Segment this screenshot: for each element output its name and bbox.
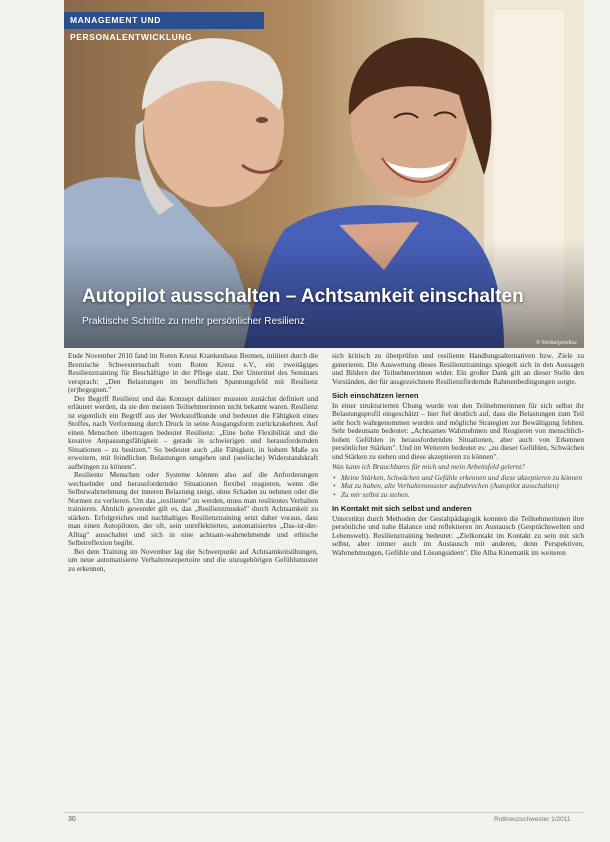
- footer-divider: [64, 812, 584, 813]
- article-subline: Praktische Schritte zu mehr persönlicher Resilienz: [82, 316, 305, 327]
- bullet-item: • Meine Stärken, Schwächen und Gefühle erkennen und diese akzeptieren zu können: [332, 474, 584, 483]
- right-column: [332, 352, 584, 557]
- bullet-item: • Mut zu haben, alte Verhaltensmuster aufzubrechen (Autopilot ausschalten): [332, 482, 584, 491]
- page-number: 30: [68, 816, 76, 823]
- left-column: [68, 352, 318, 573]
- paragraph: sich kritisch zu überprüfen und resiliente Handlungsalternativen bzw. Ziele zu generieren. Die Auswertung dieses Resilienztrainings spiegelt sich in den Aussagen und Bildern der Teilnehmerinnen wider. Ein großer Dank gilt an dieser Stelle den Vorständen, der für ausgezeichnete Resilienzfördernde Rahmenbedingungen sorgte.: [332, 351, 584, 386]
- photo-credit: © fotolia/goodluz: [536, 340, 578, 346]
- paragraph: In einer strukturierten Übung wurde von den Teilnehmerinnen für sich selbst ihr Belastungsprofil eingeschätzt – hier fiel deutlich auf, dass die Belastungen zum Teil sehr hoch wahrgenommen wurden und mögliche Strategien zur Bewältigung fehlten. Sehr bedeutsam bedeutet: „Achtsames Wahrnehmen und Reagieren von menschlich-hohen Gefühlen in herausfordernden Situationen, aber auch von Erkennen persönlicher Stärken". Und im Weiteren bedeutet es: „zu dieser Gefühlen, Schwächen und Stärken zu stehen und diese akzeptieren zu können".: [332, 400, 584, 461]
- subheading: In Kontakt mit sich selbst und anderen: [332, 504, 472, 513]
- paragraph: Bei dem Training im November lag der Schwerpunkt auf Achtsamkeitsübungen, um neue automatisierte Verhaltensrepertoire und die unzugehörigen Gefühlsmuster zu erkennen,: [68, 546, 318, 573]
- article-headline: Autopilot ausschalten – Achtsamkeit einschalten: [82, 286, 524, 307]
- paragraph: Unterstützt durch Methoden der Gestaltpädagogik konnten die Teilnehmerinnen ihre persönliche und nahe Balance und reflektieren im Austausch (Gesprächswelten und Lebenswelt). Resilienztraining bedeutet: „Zielkontakt im Kontakt zu sein mit sich selbst, aber immer auch im Austausch mit anderen, denn Perspektiven, Wahrnehmungen, Gefühle und Lösungsideen". Die Alba Kinematik im weiteren: [332, 513, 584, 557]
- paragraph: Resiliente Menschen oder Systeme können also auf die Anforderungen wechselnder und herausfordernder Situationen flexibel reagieren, wenn die Selbstwahrnehmung der inneren Belastung steigt, ohne Schaden zu nehmen oder die Normen zu verlieren. Um das „resiliente" zu werden, muss man resilientes Verhalten trainieren. Ähnlich gewendet gilt es, das „Resilienzmuskel" durch Achtsamkeit zu stärken. Erfolgreiches und nachhaltiges Resilienztraining setzt daher voraus, dass man einen Autopiloten, der oft, sein unreflektiertes, automatisiertes „Das-ist-der-Alltag" ausschaltet und sich in eine achtsam-wahrnehmende und ethische Selbstreflexion begibt.: [68, 470, 318, 547]
- paragraph: Ende November 2010 fand im Roten Kreuz Krankenhaus Bremen, initiiert durch die Bremische Schwesternschaft vom Roten Kreuz e.V., ein zweitägiges Resilienztraining für Beschäftigte in der Pflege statt. Der Untertitel des Seminars versprach: „Den Belastungen im beruflichen Spannungsfeld mit Resilienz (er)begegnen.": [68, 351, 318, 394]
- subheading: Sich einschätzen lernen: [332, 391, 419, 400]
- bullet-item: • Zu mir selbst zu stehen.: [332, 491, 584, 500]
- question-text: Was kann ich Brauchbares für mich und mein Arbeitsfeld gelernt?: [332, 462, 525, 471]
- magazine-name: Rotkreuzschwester 1/2011: [494, 816, 571, 823]
- section-label: MANAGEMENT UND PERSONALENTWICKLUNG: [64, 12, 264, 29]
- paragraph: Der Begriff Resilienz und das Konzept dahinter mussten zunächst definiert und erläutert werden, da sie den meisten Teilnehmerinnen nicht bekannt waren. Resilienz ist eigentlich ein Begriff aus der Werkstoffkunde und bedeutet die Fähigkeit eines Stoffes, nach Verformung durch Druck in seine Ausgangsform zurückzukehren. Auf einen Menschen übertragen bedeutet Resilienz: „Eine hohe Flexibilität und die kreative Anpassungsfähigkeit – gerade in schwierigen und herausfordernden Situationen – zu besitzen." So bedeutet auch „die Fähigkeit, in hohem Maße zu erweitern, mit feindlichen Belastungen umgehen und (seelische) Widerstandskraft aufbringen zu können".: [68, 393, 318, 471]
